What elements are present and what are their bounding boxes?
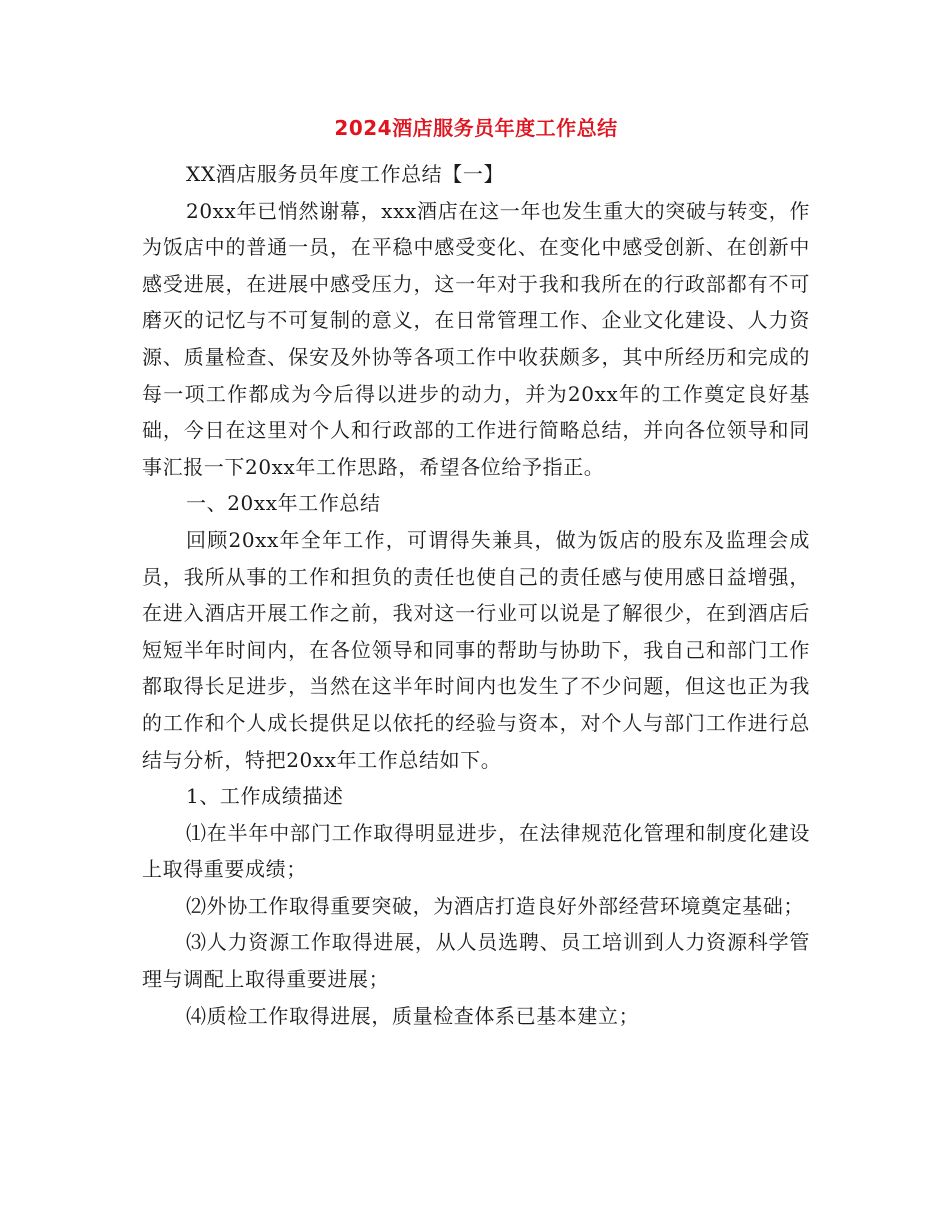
- list-item: ⑵外协工作取得重要突破，为酒店打造良好外部经营环境奠定基础；: [186, 893, 804, 918]
- section-heading: 一、20xx年工作总结: [186, 491, 381, 516]
- document-body: [142, 156, 810, 1034]
- list-item: ⑷质检工作取得进展，质量检查体系已基本建立；: [186, 1003, 640, 1028]
- subsection-heading: 1、工作成绩描述: [186, 784, 344, 809]
- document-title: 2024酒店服务员年度工作总结: [334, 116, 618, 140]
- section-heading: XX酒店服务员年度工作总结【一】: [186, 162, 505, 186]
- list-item: ⑶人力资源工作取得进展，从人员选聘、员工培训到人力资源科学管理与调配上取得重要进展；: [142, 930, 810, 992]
- list-item: ⑴在半年中部门工作取得明显进步，在法律规范化管理和制度化建设上取得重要成绩；: [142, 820, 810, 882]
- body-paragraph: 回顾20xx年全年工作，可谓得失兼具，做为饭店的股东及监理会成员，我所从事的工作和担负的责任也使自己的责任感与使用感日益增强，在进入酒店开展工作之前，我对这一行业可以说是了解很少，在到酒店后短短半年时间内，在各位领导和同事的帮助与协助下，我自己和部门工作都取得长足进步，当然在这半年时间内也发生了不少问题，但这也正为我的工作和个人成长提供足以依托的经验与资本，对个人与部门工作进行总结与分析，特把20xx年工作总结如下。: [142, 527, 810, 772]
- body-paragraph: 20xx年已悄然谢幕，xxx酒店在这一年也发生重大的突破与转变，作为饭店中的普通一员，在平稳中感受变化、在变化中感受创新、在创新中感受进展，在进展中感受压力，这一年对于我和我所在的行政部都有不可磨灭的记忆与不可复制的意义，在日常管理工作、企业文化建设、人力资源、质量检查、保安及外协等各项工作中收获颇多，其中所经历和完成的每一项工作都成为今后得以进步的动力，并为20xx年的工作奠定良好基础，今日在这里对个人和行政部的工作进行简略总结，并向各位领导和同事汇报一下20xx年工作思路，希望各位给予指正。: [142, 198, 810, 479]
